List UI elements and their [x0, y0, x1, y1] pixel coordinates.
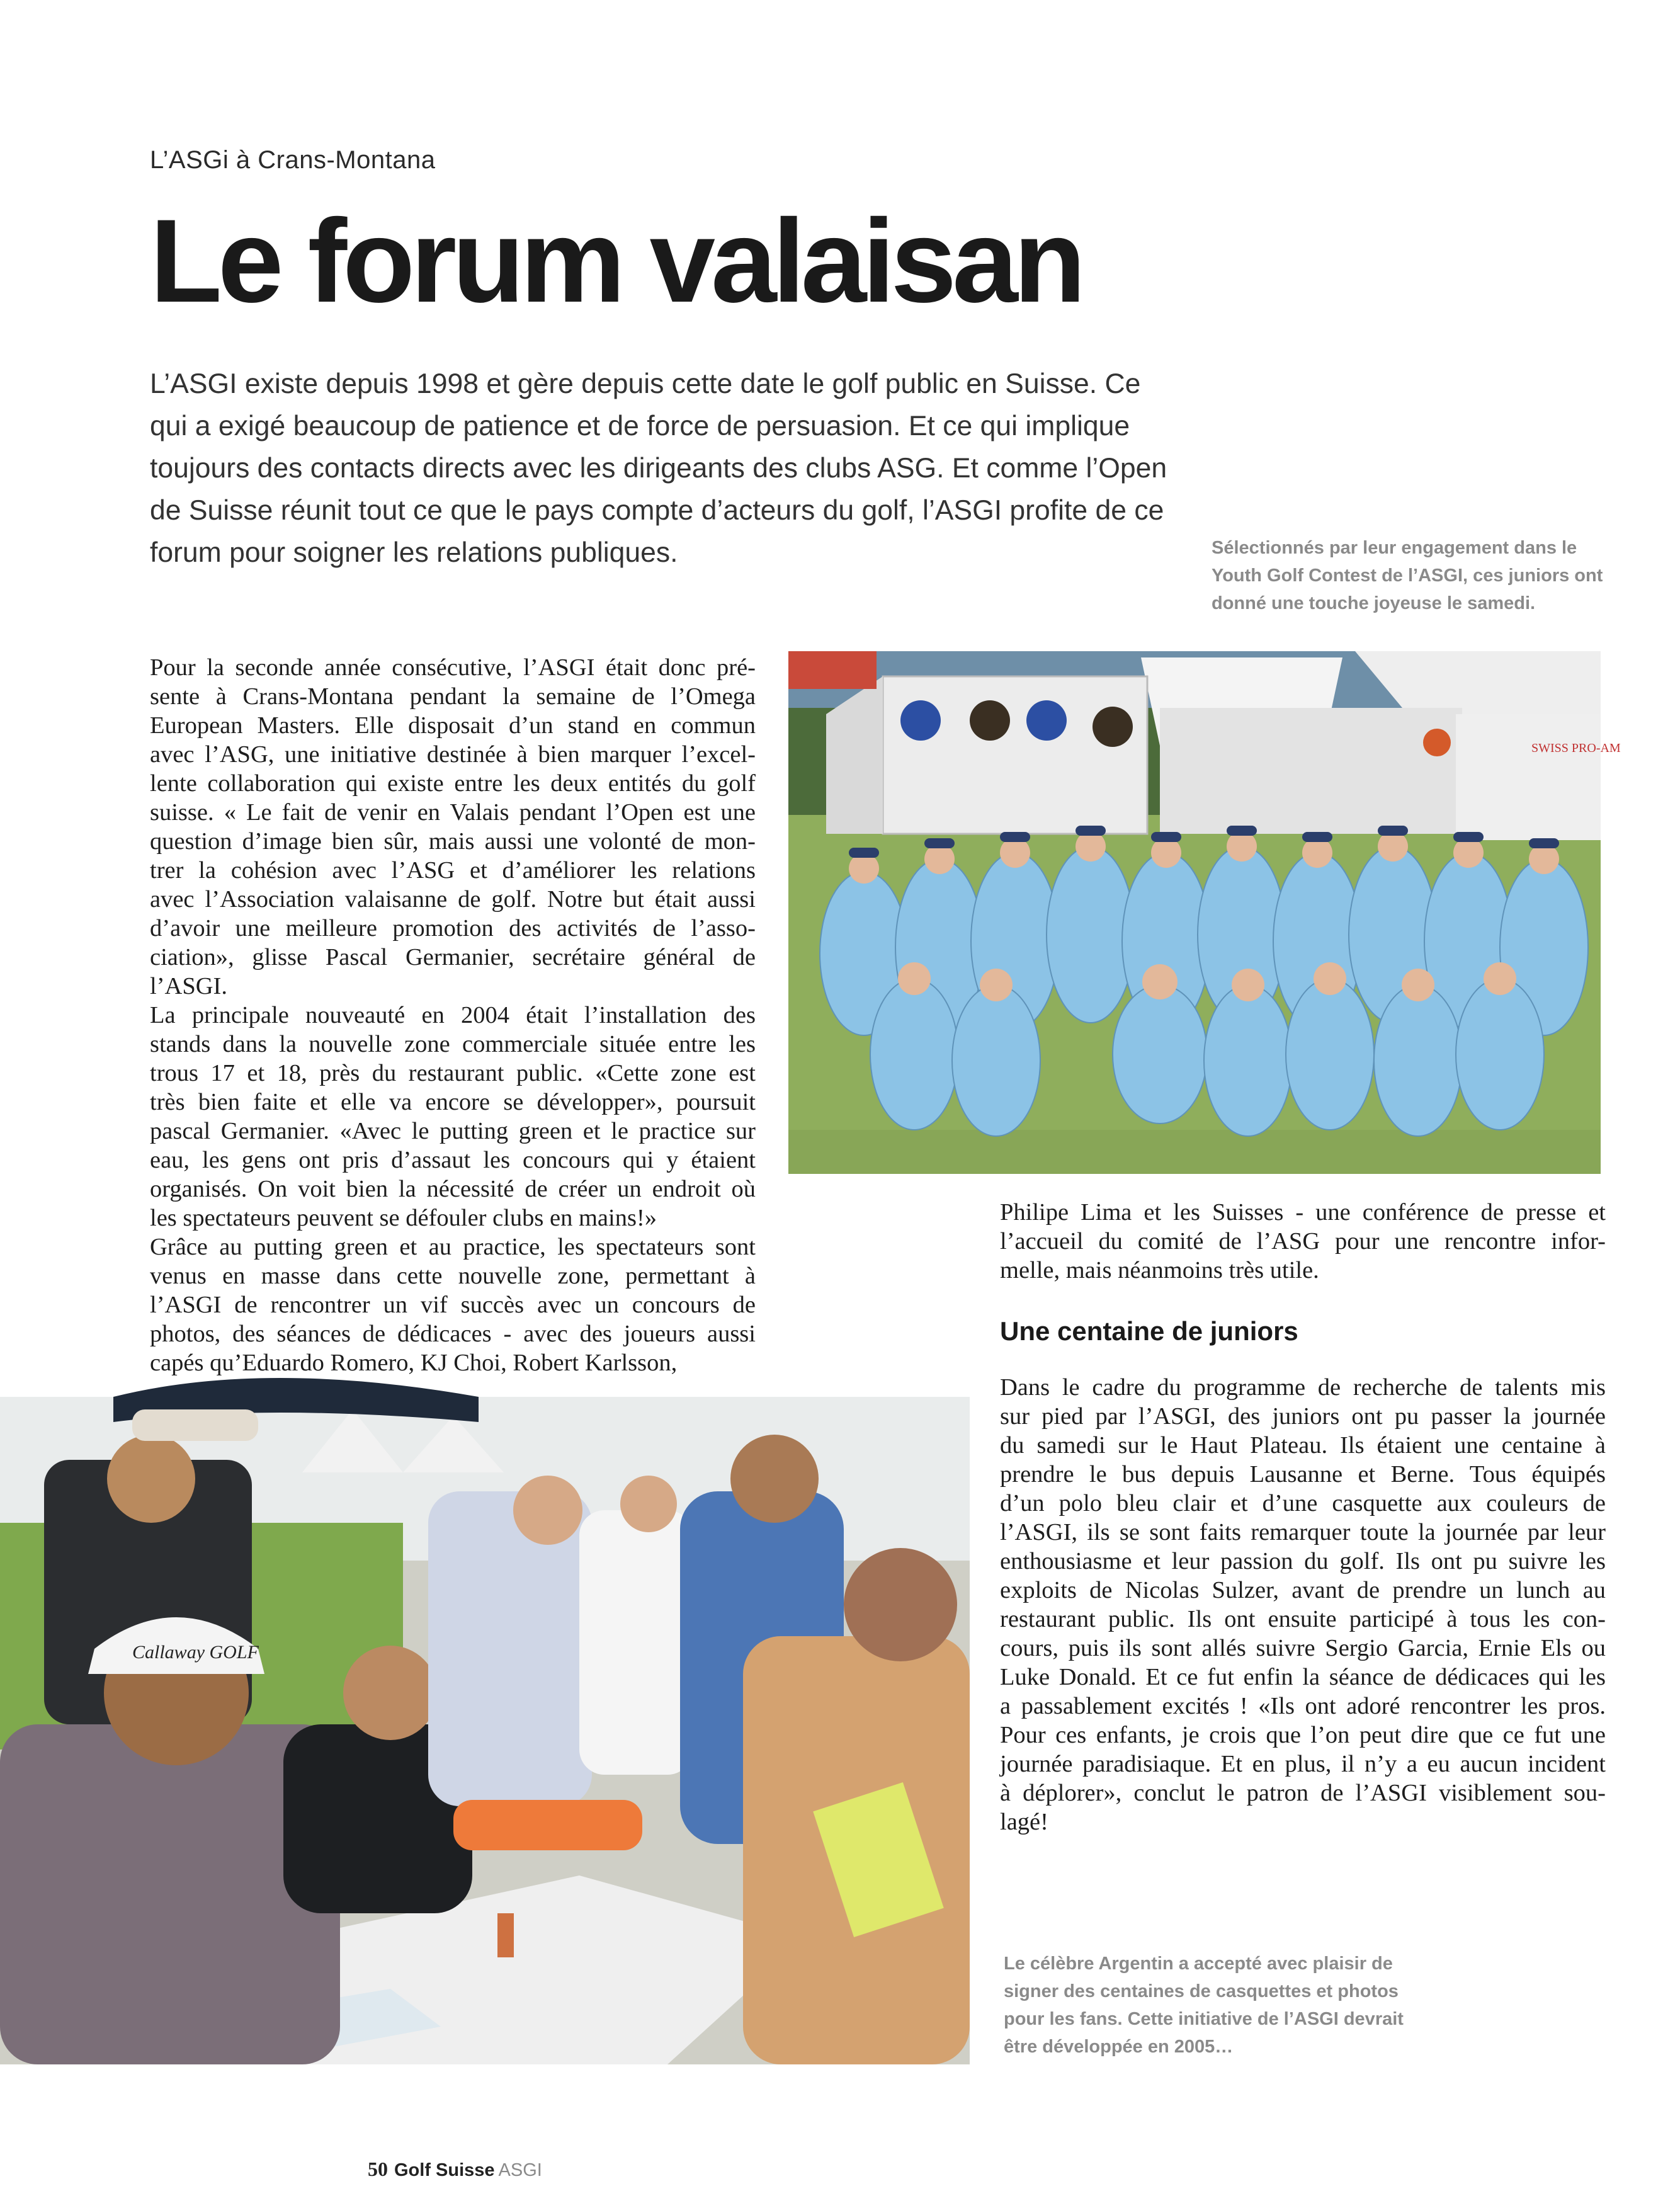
col-left-line: trous 17 et 18, près du restaurant public. «Cette zone est — [150, 1060, 756, 1086]
autograph-session-photo — [0, 1397, 970, 2064]
body-column-right-intro — [1000, 1198, 1606, 1285]
subhead: Une centaine de juniors — [1000, 1316, 1298, 1346]
lead-line: de Suisse réunit tout ce que le pays compte d’acteurs du golf, l’ASGI profite de ce — [150, 495, 1164, 526]
col-left-line: d’avoir une meilleure promotion des activités de l’asso- — [150, 915, 756, 942]
col-right-line: exploits de Nicolas Sulzer, avant de prendre un lunch au — [1000, 1577, 1606, 1603]
caption-top-line: Sélectionnés par leur engagement dans le — [1212, 538, 1577, 558]
caption-top-line: Youth Golf Contest de l’ASGI, ces juniors ont — [1212, 566, 1603, 586]
col-left-line: capés qu’Eduardo Romero, KJ Choi, Robert Karlsson, — [150, 1350, 678, 1376]
col-left-line: l’ASGI. — [150, 973, 227, 999]
col-left-line: avec l’ASG, une initiative destinée à bien marquer l’excel- — [150, 741, 756, 768]
col-left-line: les spectateurs peuvent se défouler clubs en mains!» — [150, 1205, 657, 1231]
col-right-line: enthousiasme et leur passion du golf. Ils ont pu suivre les — [1000, 1548, 1606, 1574]
col-right-top-line: melle, mais néanmoins très utile. — [1000, 1257, 1319, 1283]
caption-bottom-line: Le célèbre Argentin a accepté avec plaisir de — [1004, 1954, 1393, 1974]
col-right-line: lagé! — [1000, 1809, 1048, 1835]
col-left-line: lente collaboration qui existe entre les deux entités du golf — [150, 770, 756, 797]
lead-paragraph — [150, 363, 1189, 574]
col-left-line: eau, les gens ont pris d’assaut les concours qui y étaient — [150, 1147, 756, 1173]
caption-bottom-line: être développée en 2005… — [1004, 2037, 1234, 2057]
col-right-line: à déplorer», conclut le patron de l’ASGI visiblement sou- — [1000, 1780, 1606, 1806]
col-left-line: stands dans la nouvelle zone commerciale située entre les — [150, 1031, 756, 1057]
col-left-line: La principale nouveauté en 2004 était l’installation des — [150, 1002, 756, 1028]
body-column-right — [1000, 1373, 1606, 1836]
col-left-line: venus en masse dans cette nouvelle zone, permettant à — [150, 1263, 756, 1289]
col-left-line: suisse. « Le fait de venir en Valais pendant l’Open est une — [150, 799, 756, 826]
brand-name: ASGI — [498, 2160, 542, 2180]
headline: Le forum valaisan — [150, 195, 1082, 327]
page-number: 50 — [368, 2158, 388, 2180]
body-column-left — [150, 653, 756, 1377]
col-right-top-line: l’accueil du comité de l’ASG pour une rencontre infor- — [1000, 1228, 1606, 1255]
col-left-line: sente à Crans-Montana pendant la semaine de l’Omega — [150, 683, 756, 710]
col-right-line: restaurant public. Ils ont ensuite participé à tous les con- — [1000, 1606, 1606, 1632]
col-right-top-line: Philipe Lima et les Suisses - une conférence de presse et — [1000, 1199, 1606, 1226]
col-right-line: journée paradisiaque. Et en plus, il n’y a eu aucun incident — [1000, 1751, 1606, 1777]
col-right-line: sur pied par l’ASGI, des juniors ont pu passer la journée — [1000, 1403, 1606, 1430]
caption-top — [1212, 534, 1603, 617]
col-left-line: avec l’Association valaisanne de golf. Notre but était aussi — [150, 886, 756, 913]
col-right-line: d’un polo bleu clair et d’une casquette aux couleurs de — [1000, 1490, 1606, 1517]
col-left-line: European Masters. Elle disposait d’un stand en commun — [150, 712, 756, 739]
juniors-group-photo — [788, 651, 1621, 1174]
kicker: L’ASGi à Crans-Montana — [150, 146, 436, 174]
lead-line: forum pour soigner les relations publiques. — [150, 537, 678, 568]
col-right-line: l’ASGI, ils se sont faits remarquer toute la journée par leur — [1000, 1519, 1606, 1545]
col-right-line: Luke Donald. Et ce fut enfin la séance de dédicaces qui les — [1000, 1664, 1606, 1690]
col-left-line: photos, des séances de dédicaces - avec des joueurs aussi — [150, 1321, 756, 1347]
lead-line: toujours des contacts directs avec les dirigeants des clubs ASG. Et comme l’Open — [150, 453, 1167, 484]
col-right-line: cours, puis ils sont allés suivre Sergio Garcia, Ernie Els ou — [1000, 1635, 1606, 1661]
col-left-line: trer la cohésion avec l’ASG et d’améliorer les relations — [150, 857, 756, 884]
caption-top-line: donné une touche joyeuse le samedi. — [1212, 593, 1536, 613]
col-left-line: pascal Germanier. «Avec le putting green et le practice sur — [150, 1118, 756, 1144]
col-right-line: Pour ces enfants, je crois que l’on peut dire que ce fut une — [1000, 1722, 1606, 1748]
lead-line: L’ASGI existe depuis 1998 et gère depuis cette date le golf public en Suisse. Ce — [150, 368, 1141, 399]
caption-bottom-line: signer des centaines de casquettes et photos — [1004, 1981, 1399, 2001]
pro-am-logo: SWISS PRO-AM — [1531, 741, 1621, 755]
asgi-logo-1 — [900, 700, 941, 741]
col-left-line: ciation», glisse Pascal Germanier, secrétaire général de — [150, 944, 756, 970]
page-footer — [368, 2158, 542, 2181]
col-left-line: très bien faite et elle va encore se développer», poursuit — [150, 1089, 756, 1115]
col-right-line: a passablement excités ! «Ils ont adoré rencontrer les pros. — [1000, 1693, 1606, 1719]
col-left-line: organisés. On voit bien la nécessité de créer un endroit où — [150, 1176, 756, 1202]
cap-logo-text: Callaway GOLF — [132, 1642, 259, 1663]
lead-line: qui a exigé beaucoup de patience et de force de persuasion. Et ce qui implique — [150, 411, 1130, 441]
col-right-line: prendre le bus depuis Lausanne et Berne. Tous équipés — [1000, 1461, 1606, 1488]
magazine-name: Golf Suisse — [394, 2160, 495, 2180]
col-right-line: Dans le cadre du programme de recherche de talents mis — [1000, 1374, 1606, 1401]
col-right-line: du samedi sur le Haut Plateau. Ils étaient une centaine à — [1000, 1432, 1606, 1459]
caption-bottom-line: pour les fans. Cette initiative de l’ASGI devrait — [1004, 2009, 1404, 2029]
col-left-line: Grâce au putting green et au practice, les spectateurs sont — [150, 1234, 756, 1260]
caption-bottom — [1004, 1950, 1404, 2061]
col-left-line: l’ASGI de rencontrer un vif succès avec un concours de — [150, 1292, 756, 1318]
col-left-line: question d’image bien sûr, mais aussi une volonté de mon- — [150, 828, 756, 855]
col-left-line: Pour la seconde année consécutive, l’ASGI était donc pré- — [150, 654, 756, 681]
